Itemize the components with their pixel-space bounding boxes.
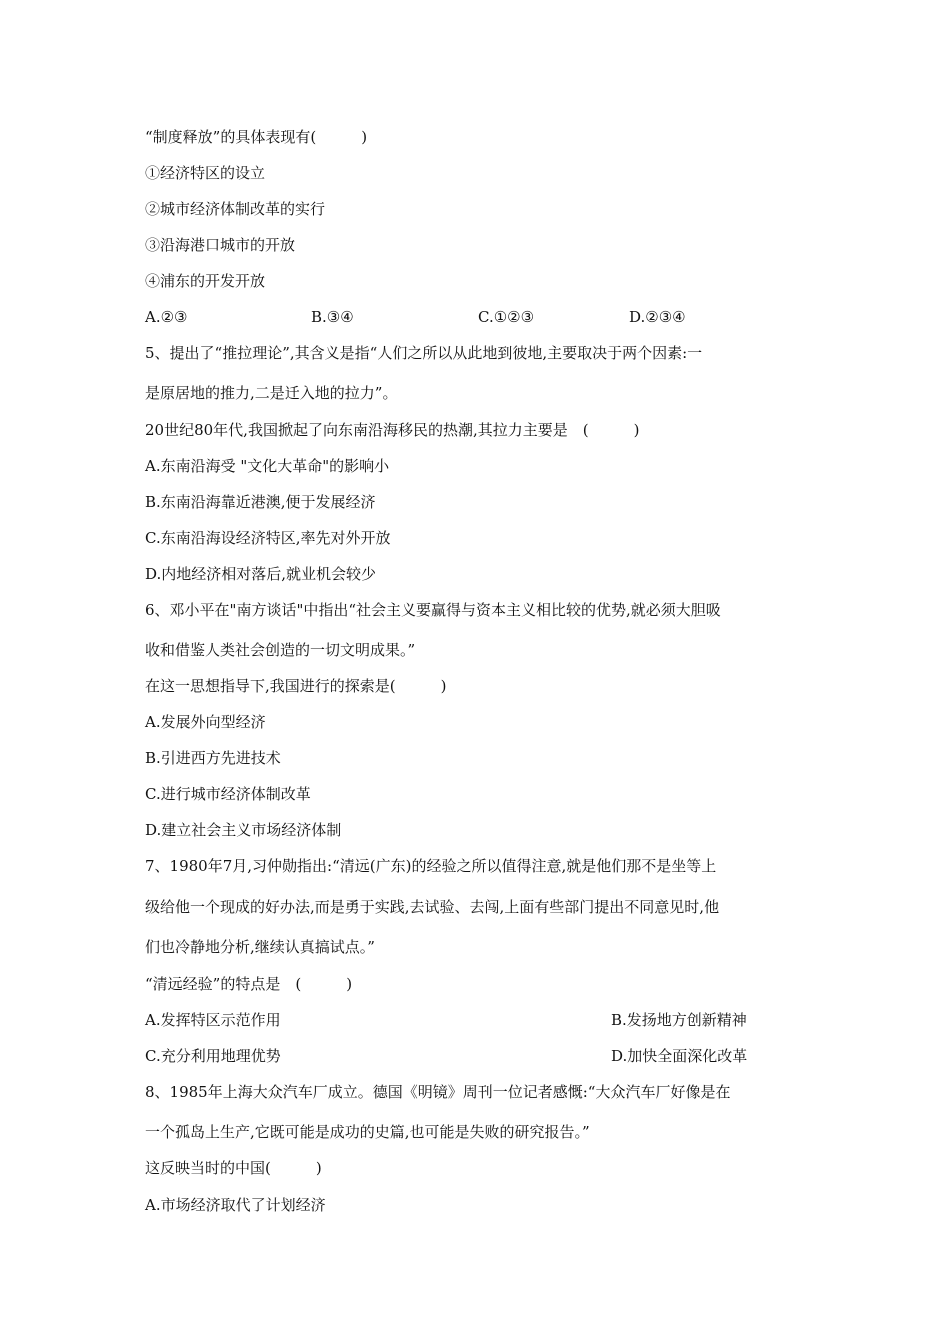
q6-option-b: B.引进西方先进技术 bbox=[145, 749, 281, 767]
q4-item-4: ④浦东的开发开放 bbox=[145, 272, 266, 290]
q6-stem-line-2: 收和借鉴人类社会创造的一切文明成果。” bbox=[145, 641, 416, 659]
q6-option-c: C.进行城市经济体制改革 bbox=[145, 785, 311, 803]
q5-option-c: C.东南沿海设经济特区,率先对外开放 bbox=[145, 529, 391, 547]
q5-option-b: B.东南沿海靠近港澳,便于发展经济 bbox=[145, 493, 376, 511]
q7-stem-line-3: 们也冷静地分析,继续认真搞试点。” bbox=[145, 938, 375, 956]
q4-option-a: A.②③ bbox=[145, 308, 188, 326]
q7-stem-line-1: 7、1980年7月,习仲勋指出:“清远(广东)的经验之所以值得注意,就是他们那不是坐等上 bbox=[145, 857, 717, 875]
q5-option-a: A.东南沿海受 "文化大革命"的影响小 bbox=[145, 457, 390, 475]
q4-item-2: ②城市经济体制改革的实行 bbox=[145, 200, 326, 218]
q5-option-d: D.内地经济相对落后,就业机会较少 bbox=[145, 565, 377, 583]
q4-stem: “制度释放”的具体表现有( ) bbox=[145, 128, 368, 146]
q8-option-a: A.市场经济取代了计划经济 bbox=[145, 1196, 326, 1214]
q6-option-d: D.建立社会主义市场经济体制 bbox=[145, 821, 342, 839]
q4-option-c: C.①②③ bbox=[478, 308, 535, 326]
q5-stem-line-1: 5、提出了“推拉理论”,其含义是指“人们之所以从此地到彼地,主要取决于两个因素:一 bbox=[145, 344, 703, 362]
q7-stem-line-2: 级给他一个现成的好办法,而是勇于实践,去试验、去闯,上面有些部门提出不同意见时,他 bbox=[145, 898, 720, 916]
q7-option-d: D.加快全面深化改革 bbox=[611, 1047, 748, 1065]
q6-stem-line-3: 在这一思想指导下,我国进行的探索是( ) bbox=[145, 677, 447, 695]
q5-stem-line-3: 20世纪80年代,我国掀起了向东南沿海移民的热潮,其拉力主要是 ( ) bbox=[145, 421, 640, 439]
q8-stem-line-2: 一个孤岛上生产,它既可能是成功的史篇,也可能是失败的研究报告。” bbox=[145, 1123, 590, 1141]
q7-option-a: A.发挥特区示范作用 bbox=[145, 1011, 281, 1029]
q4-option-d: D.②③④ bbox=[629, 308, 686, 326]
q7-option-b: B.发扬地方创新精神 bbox=[611, 1011, 747, 1029]
q7-stem-line-4: “清远经验”的特点是 ( ) bbox=[145, 975, 353, 993]
q8-stem-line-1: 8、1985年上海大众汽车厂成立。德国《明镜》周刊一位记者感慨:“大众汽车厂好像是在 bbox=[145, 1083, 731, 1101]
q4-item-3: ③沿海港口城市的开放 bbox=[145, 236, 296, 254]
q5-stem-line-2: 是原居地的推力,二是迁入地的拉力”。 bbox=[145, 384, 398, 402]
q6-option-a: A.发展外向型经济 bbox=[145, 713, 266, 731]
q6-stem-line-1: 6、邓小平在"南方谈话"中指出“社会主义要赢得与资本主义相比较的优势,就必须大胆吸 bbox=[145, 601, 721, 619]
q4-item-1: ①经济特区的设立 bbox=[145, 164, 266, 182]
q4-option-b: B.③④ bbox=[311, 308, 354, 326]
q7-option-c: C.充分利用地理优势 bbox=[145, 1047, 281, 1065]
q8-stem-line-3: 这反映当时的中国( ) bbox=[145, 1159, 322, 1177]
